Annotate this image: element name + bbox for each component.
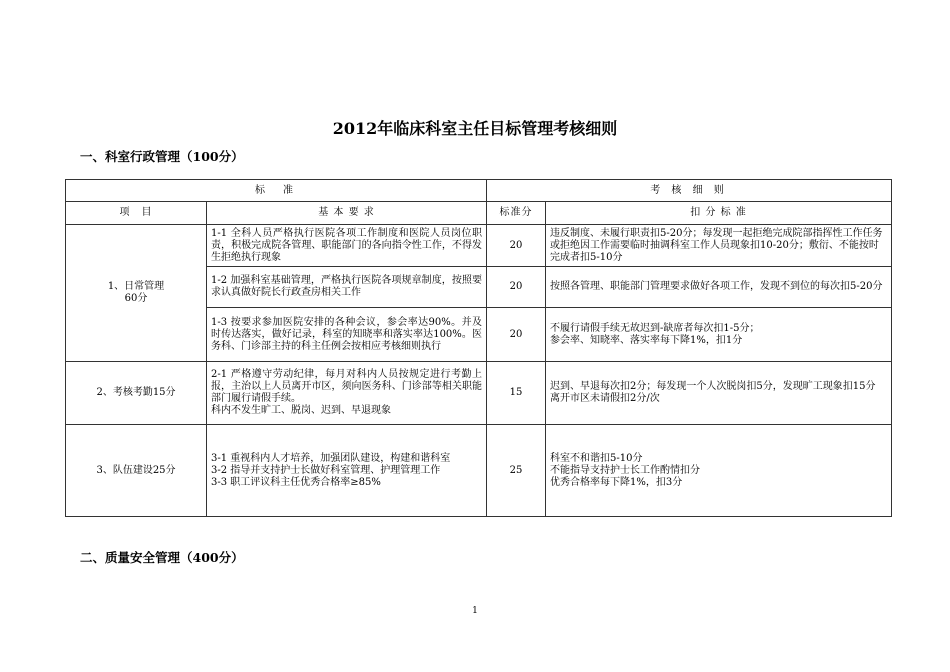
section-heading-quality: 二、质量安全管理（400分） <box>80 550 244 565</box>
assessment-table <box>65 179 892 517</box>
col-requirement: 基 本 要 求 <box>207 202 487 225</box>
item-daily-management <box>66 225 207 362</box>
section-heading-admin: 一、科室行政管理（100分） <box>80 149 244 164</box>
requirement-cell: 1-3 按要求参加医院安排的各种会议，参会率达90%。并及时传达落实，做好记录，科室的知晓率和落实率达100%。医务科、门诊部主持的科主任例会按相应考核细则执行 <box>207 308 487 362</box>
header-standard: 标 准 <box>66 180 487 202</box>
col-item: 项 目 <box>66 202 207 225</box>
item-label: 1、日常管理 <box>107 281 165 292</box>
item-score: 60分 <box>124 293 148 304</box>
deduction-line: 迟到、早退每次扣2分；每发现一个人次脱岗扣5分，发现旷工现象扣15分 <box>550 381 876 392</box>
deduction-line: 不能指导支持护士长工作酌情扣分 <box>550 464 700 476</box>
deduction-cell: 按照各管理、职能部门管理要求做好各项工作，发现不到位的每次扣5-20分 <box>546 267 892 308</box>
requirement-cell <box>207 362 487 425</box>
table-row <box>66 425 892 517</box>
requirement-line: 2-1 严格遵守劳动纪律，每月对科内人员按规定进行考勤上报，主治以上人员离开市区，须向医务科、门诊部等相关职能部门履行请假手续。 <box>211 369 482 404</box>
score-cell: 20 <box>487 267 546 308</box>
requirement-line: 科内不发生旷工、脱岗、迟到、早退现象 <box>211 405 391 416</box>
deduction-line: 科室不和谐扣5-10分 <box>550 452 643 464</box>
deduction-line: 参会率、知晓率、落实率每下降1%，扣1分 <box>550 334 743 346</box>
requirement-cell: 1-2 加强科室基础管理，严格执行医院各项规章制度，按照要求认真做好院长行政查房相关工作 <box>207 267 487 308</box>
document-title: 2012年临床科室主任目标管理考核细则 <box>332 119 618 138</box>
table-row <box>66 225 892 267</box>
header-detail: 考 核 细 则 <box>487 180 892 202</box>
deduction-cell <box>546 362 892 425</box>
deduction-line: 离开市区未请假扣2分/次 <box>550 393 660 404</box>
score-cell: 20 <box>487 308 546 362</box>
score-cell: 25 <box>487 425 546 517</box>
requirement-line: 3-1 重视科内人才培养，加强团队建设，构建和谐科室 <box>211 452 451 464</box>
deduction-line: 不履行请假手续无故迟到-缺席者每次扣1-5分； <box>550 322 760 334</box>
item-attendance: 2、考核考勤15分 <box>66 362 207 425</box>
page-number: 1 <box>472 606 478 616</box>
requirement-cell: 1-1 全科人员严格执行医院各项工作制度和医院人员岗位职责，积极完成院各管理、职能部门的各向指令性工作，不得发生拒绝执行现象 <box>207 225 487 267</box>
deduction-cell <box>546 308 892 362</box>
col-deduction: 扣 分 标 准 <box>546 202 892 225</box>
requirement-line: 3-2 指导并支持护士长做好科室管理、护理管理工作 <box>211 464 441 476</box>
table-row <box>66 362 892 425</box>
requirement-cell <box>207 425 487 517</box>
col-score: 标准分 <box>487 202 546 225</box>
score-cell: 20 <box>487 225 546 267</box>
score-cell: 15 <box>487 362 546 425</box>
deduction-line: 优秀合格率每下降1%，扣3分 <box>550 476 683 488</box>
deduction-cell: 违反制度、未履行职责扣5-20分；每发现一起拒绝完成院部指挥性工作任务或拒绝因工作需要临时抽调科室工作人员现象扣10-20分；敷衍、不能按时完成者扣5-10分 <box>546 225 892 267</box>
requirement-line: 3-3 职工评议科主任优秀合格率≥85% <box>211 476 381 488</box>
deduction-cell <box>546 425 892 517</box>
item-team-building: 3、队伍建设25分 <box>66 425 207 517</box>
